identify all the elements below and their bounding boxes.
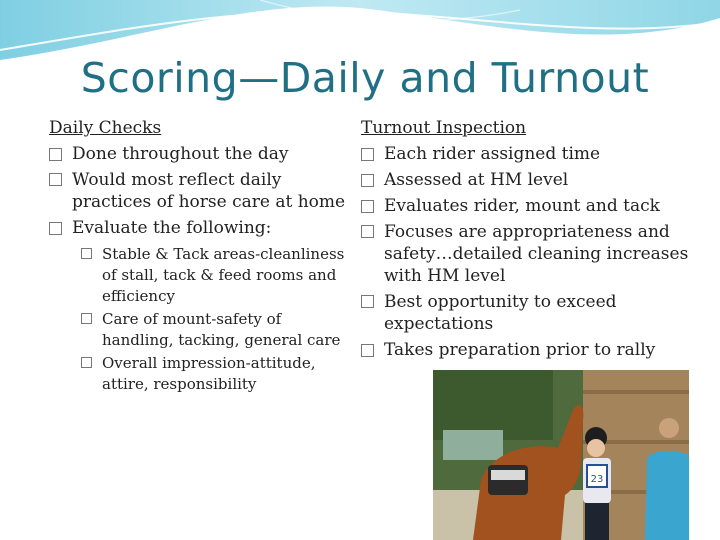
square-bullet-icon	[81, 313, 92, 324]
sub-list-item: Stable & Tack areas-cleanliness of stall, tack & feed rooms and efficiency	[81, 244, 349, 307]
list-item: Focuses are appropriateness and safety…detailed cleaning increases with HM level	[361, 221, 691, 287]
square-bullet-icon	[361, 200, 374, 213]
square-bullet-icon	[49, 173, 62, 186]
square-bullet-icon	[49, 148, 62, 161]
list-item: Each rider assigned time	[361, 141, 691, 167]
list-item: Evaluate the following:	[49, 215, 349, 241]
square-bullet-icon	[361, 148, 374, 161]
square-bullet-icon	[361, 174, 374, 187]
horse-inspection-photo	[433, 370, 689, 540]
turnout-inspection-heading: Turnout Inspection	[361, 118, 527, 138]
daily-checks-heading: Daily Checks	[49, 118, 162, 138]
square-bullet-icon	[49, 222, 62, 235]
square-bullet-icon	[81, 248, 92, 259]
rider-bib-number: 23	[590, 474, 604, 485]
daily-checks-column	[49, 115, 349, 395]
square-bullet-icon	[361, 295, 374, 308]
photo-illustration	[433, 370, 689, 540]
sub-list-item: Care of mount-safety of handling, tacking, general care	[81, 309, 349, 351]
list-item: Assessed at HM level	[361, 167, 691, 193]
list-item: Would most reflect daily practices of horse care at home	[49, 169, 349, 213]
square-bullet-icon	[361, 225, 374, 238]
turnout-inspection-column	[361, 115, 691, 363]
list-item: Done throughout the day	[49, 141, 349, 167]
sub-list-item: Overall impression-attitude, attire, responsibility	[81, 353, 349, 395]
list-item: Evaluates rider, mount and tack	[361, 193, 691, 219]
list-item: Takes preparation prior to rally	[361, 337, 691, 363]
list-item: Best opportunity to exceed expectations	[361, 291, 691, 335]
square-bullet-icon	[81, 357, 92, 368]
slide-title: Scoring—Daily and Turnout	[80, 54, 650, 102]
square-bullet-icon	[361, 344, 374, 357]
